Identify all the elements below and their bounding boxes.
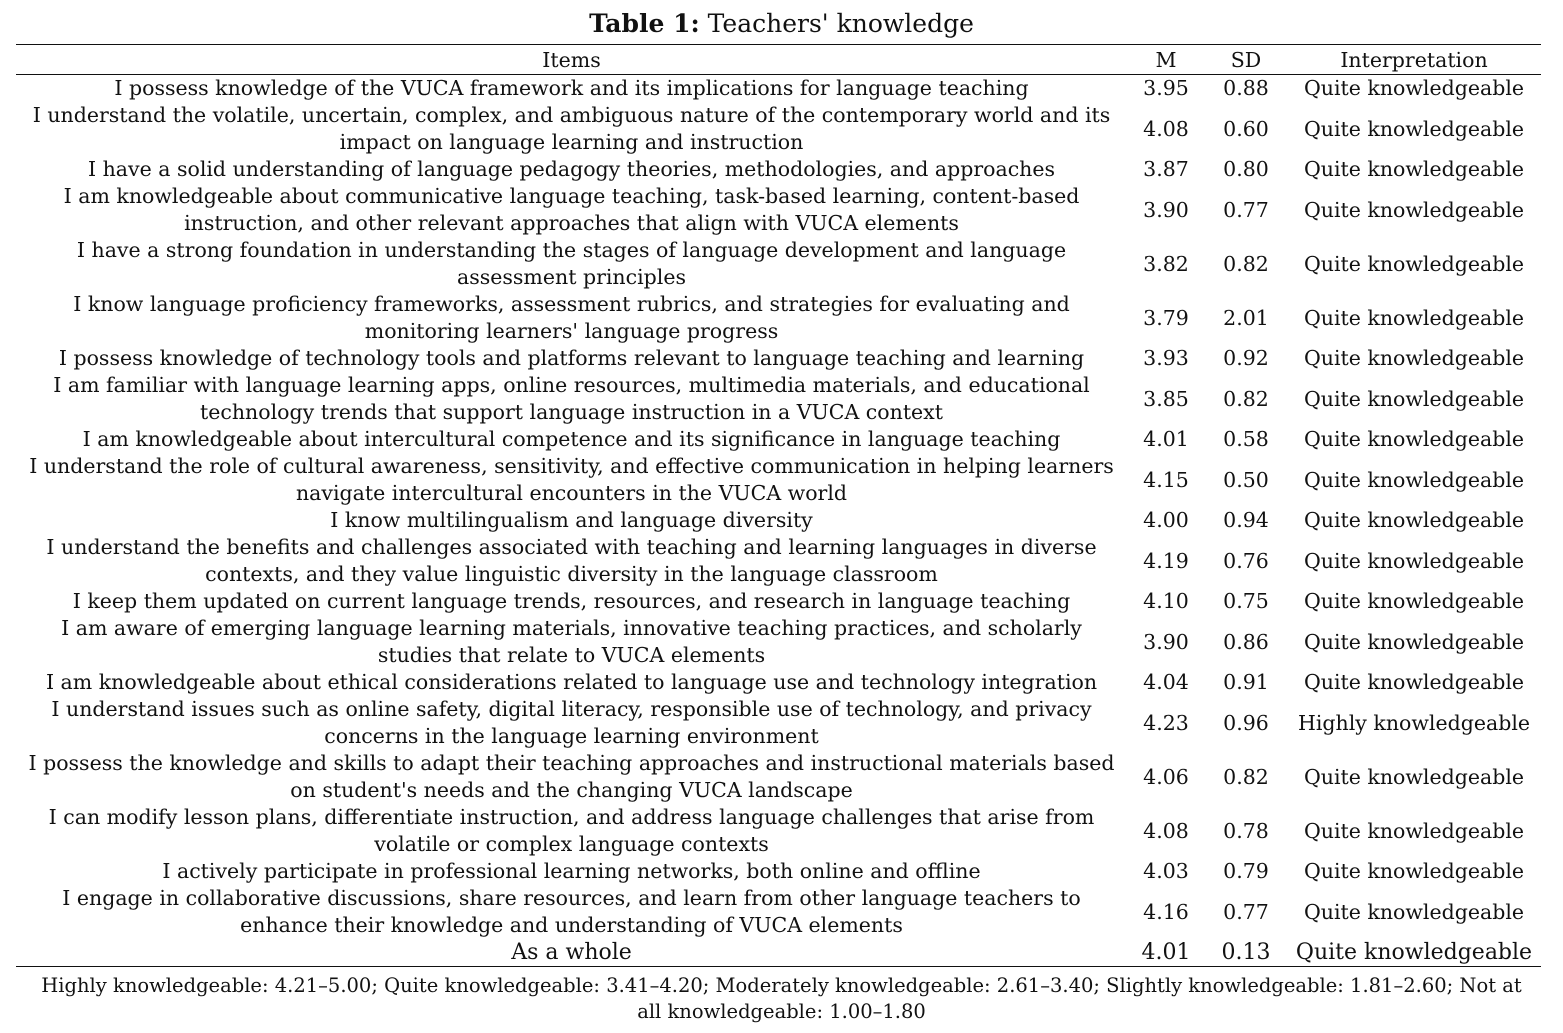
cell-item: I know multilingualism and language diversity [330, 508, 813, 532]
cell-sd: 0.77 [1223, 197, 1269, 222]
cell-item: I understand issues such as online safety, digital literacy, responsible use of technology, and privacy concerns in the language learning environment [51, 697, 1092, 748]
cell-sd: 0.50 [1223, 467, 1269, 492]
cell-item: I can modify lesson plans, differentiate instruction, and address language challenges that arise from volatile or complex language contexts [48, 805, 1095, 856]
cell-sd: 0.82 [1223, 251, 1269, 276]
header-m: M [1127, 45, 1205, 75]
cell-interpretation: Quite knowledgeable [1303, 589, 1525, 613]
cell-m: 4.01 [1143, 427, 1189, 451]
cell-sd-total: 0.13 [1205, 939, 1287, 967]
cell-sd: 0.77 [1223, 899, 1269, 924]
cell-item-total: As a whole [16, 939, 1127, 967]
cell-m: 3.90 [1143, 629, 1189, 654]
cell-sd: 0.91 [1223, 670, 1269, 694]
cell-sd: 0.92 [1223, 346, 1269, 370]
cell-sd: 0.82 [1223, 386, 1269, 411]
cell-sd: 2.01 [1223, 305, 1269, 330]
cell-m: 4.08 [1143, 116, 1189, 141]
table-row [16, 453, 1541, 507]
table-row [16, 804, 1541, 858]
cell-interpretation: Quite knowledgeable [1303, 386, 1525, 411]
cell-m: 4.04 [1143, 670, 1189, 694]
cell-interpretation: Quite knowledgeable [1303, 305, 1525, 330]
table-row [16, 426, 1541, 453]
table-row [16, 102, 1541, 156]
cell-sd: 0.88 [1223, 76, 1269, 100]
knowledge-table [16, 44, 1541, 967]
table-row [16, 588, 1541, 615]
table-row [16, 669, 1541, 696]
cell-m: 3.93 [1143, 346, 1189, 370]
table-footnote: Highly knowledgeable: 4.21–5.00; Quite knowledgeable: 3.41–4.20; Moderately knowledgeable: 2.61–3.40; Slightly knowledgeable: 1.81–2.60; Not at all knowledgeable: 1.00–1.80 [41, 974, 1522, 1023]
cell-interpretation: Quite knowledgeable [1303, 818, 1525, 843]
table-caption-label: Table 1: [589, 9, 700, 38]
cell-sd: 0.75 [1223, 589, 1269, 613]
cell-interpretation: Quite knowledgeable [1303, 197, 1525, 222]
cell-m: 4.03 [1143, 859, 1189, 883]
table-body [16, 75, 1541, 967]
cell-sd: 0.82 [1223, 764, 1269, 789]
cell-item: I am familiar with language learning apps, online resources, multimedia materials, and educational technology trends that support language instruction in a VUCA context [53, 373, 1090, 424]
cell-m: 4.10 [1143, 589, 1189, 613]
cell-interpretation: Quite knowledgeable [1303, 467, 1525, 492]
cell-interpretation: Quite knowledgeable [1303, 346, 1525, 370]
cell-sd: 0.78 [1223, 818, 1269, 843]
cell-sd: 0.86 [1223, 629, 1269, 654]
table-row [16, 750, 1541, 804]
cell-interpretation: Quite knowledgeable [1303, 859, 1525, 883]
cell-m: 3.90 [1143, 197, 1189, 222]
table-row [16, 534, 1541, 588]
cell-interpretation: Quite knowledgeable [1303, 251, 1525, 276]
cell-m: 4.16 [1143, 899, 1189, 924]
cell-interpretation: Quite knowledgeable [1303, 764, 1525, 789]
cell-item: I have a solid understanding of language pedagogy theories, methodologies, and approaches [87, 157, 1056, 181]
cell-item: I have a strong foundation in understanding the stages of language development and language assessment principles [76, 238, 1067, 289]
cell-m-total: 4.01 [1127, 939, 1205, 967]
cell-m: 4.23 [1143, 710, 1189, 735]
cell-sd: 0.96 [1223, 710, 1269, 735]
cell-m: 3.85 [1143, 386, 1189, 411]
header-interpretation: Interpretation [1287, 45, 1541, 75]
cell-item: I am aware of emerging language learning materials, innovative teaching practices, and scholarly studies that relate to VUCA elements [61, 616, 1082, 667]
cell-interpretation: Quite knowledgeable [1303, 508, 1525, 532]
cell-item: I understand the volatile, uncertain, complex, and ambiguous nature of the contemporary world and its impact on language learning and instruction [32, 103, 1111, 154]
table-row [16, 156, 1541, 183]
cell-m: 4.00 [1143, 508, 1189, 532]
cell-item: I possess the knowledge and skills to adapt their teaching approaches and instructional materials based on student's needs and the changing VUCA landscape [28, 751, 1115, 802]
table-row [16, 885, 1541, 939]
header-sd: SD [1205, 45, 1287, 75]
cell-interpretation: Quite knowledgeable [1303, 76, 1525, 100]
table-caption-title: Teachers' knowledge [707, 9, 974, 38]
cell-sd: 0.76 [1223, 548, 1269, 573]
cell-m: 3.79 [1143, 305, 1189, 330]
cell-sd: 0.94 [1223, 508, 1269, 532]
cell-sd: 0.58 [1223, 427, 1269, 451]
cell-m: 3.82 [1143, 251, 1189, 276]
cell-sd: 0.79 [1223, 859, 1269, 883]
table-row [16, 615, 1541, 669]
cell-item: I am knowledgeable about intercultural competence and its significance in language teaching [82, 427, 1061, 451]
table-row [16, 858, 1541, 885]
table-row [16, 345, 1541, 372]
cell-item: I possess knowledge of the VUCA framework and its implications for language teaching [114, 76, 1029, 100]
table-row [16, 507, 1541, 534]
cell-m: 3.87 [1143, 157, 1189, 181]
cell-interpretation: Quite knowledgeable [1303, 427, 1525, 451]
cell-interpretation: Quite knowledgeable [1303, 548, 1525, 573]
table-container [16, 44, 1541, 967]
cell-m: 4.19 [1143, 548, 1189, 573]
cell-interpretation: Quite knowledgeable [1303, 157, 1525, 181]
table-row [16, 372, 1541, 426]
table-row [16, 183, 1541, 237]
table-caption [0, 9, 1563, 39]
cell-m: 4.08 [1143, 818, 1189, 843]
cell-interpretation: Quite knowledgeable [1303, 899, 1525, 924]
cell-m: 3.95 [1143, 76, 1189, 100]
cell-item: I engage in collaborative discussions, share resources, and learn from other language teachers to enhance their knowledge and understanding of VUCA elements [62, 886, 1081, 937]
cell-item: I am knowledgeable about communicative language teaching, task-based learning, content-based instruction, and other relevant approaches that align with VUCA elements [63, 184, 1080, 235]
cell-interpretation: Quite knowledgeable [1303, 116, 1525, 141]
cell-interpretation: Quite knowledgeable [1303, 670, 1525, 694]
table-row [16, 237, 1541, 291]
cell-sd: 0.60 [1223, 116, 1269, 141]
table-row [16, 75, 1541, 103]
cell-item: I know language proficiency frameworks, assessment rubrics, and strategies for evaluating and monitoring learners' language progress [73, 292, 1070, 343]
cell-item: I understand the benefits and challenges associated with teaching and learning languages in diverse contexts, and they value linguistic diversity in the language classroom [46, 535, 1097, 586]
cell-interpretation: Highly knowledgeable [1297, 710, 1531, 735]
cell-item: I actively participate in professional learning networks, both online and offline [162, 859, 981, 883]
cell-m: 4.06 [1143, 764, 1189, 789]
table-header-row [16, 45, 1541, 75]
cell-sd: 0.80 [1223, 157, 1269, 181]
table-row [16, 696, 1541, 750]
cell-item: I keep them updated on current language trends, resources, and research in language teaching [72, 589, 1071, 613]
cell-interpretation: Quite knowledgeable [1303, 629, 1525, 654]
cell-item: I am knowledgeable about ethical considerations related to language use and technology integration [45, 670, 1098, 694]
cell-interpretation-total: Quite knowledgeable [1287, 939, 1541, 967]
table-row-total [16, 939, 1541, 967]
header-items: Items [16, 45, 1127, 75]
table-row [16, 291, 1541, 345]
cell-m: 4.15 [1143, 467, 1189, 492]
cell-item: I understand the role of cultural awareness, sensitivity, and effective communication in helping learners navigate intercultural encounters in the VUCA world [29, 454, 1114, 505]
cell-item: I possess knowledge of technology tools and platforms relevant to language teaching and learning [58, 346, 1085, 370]
